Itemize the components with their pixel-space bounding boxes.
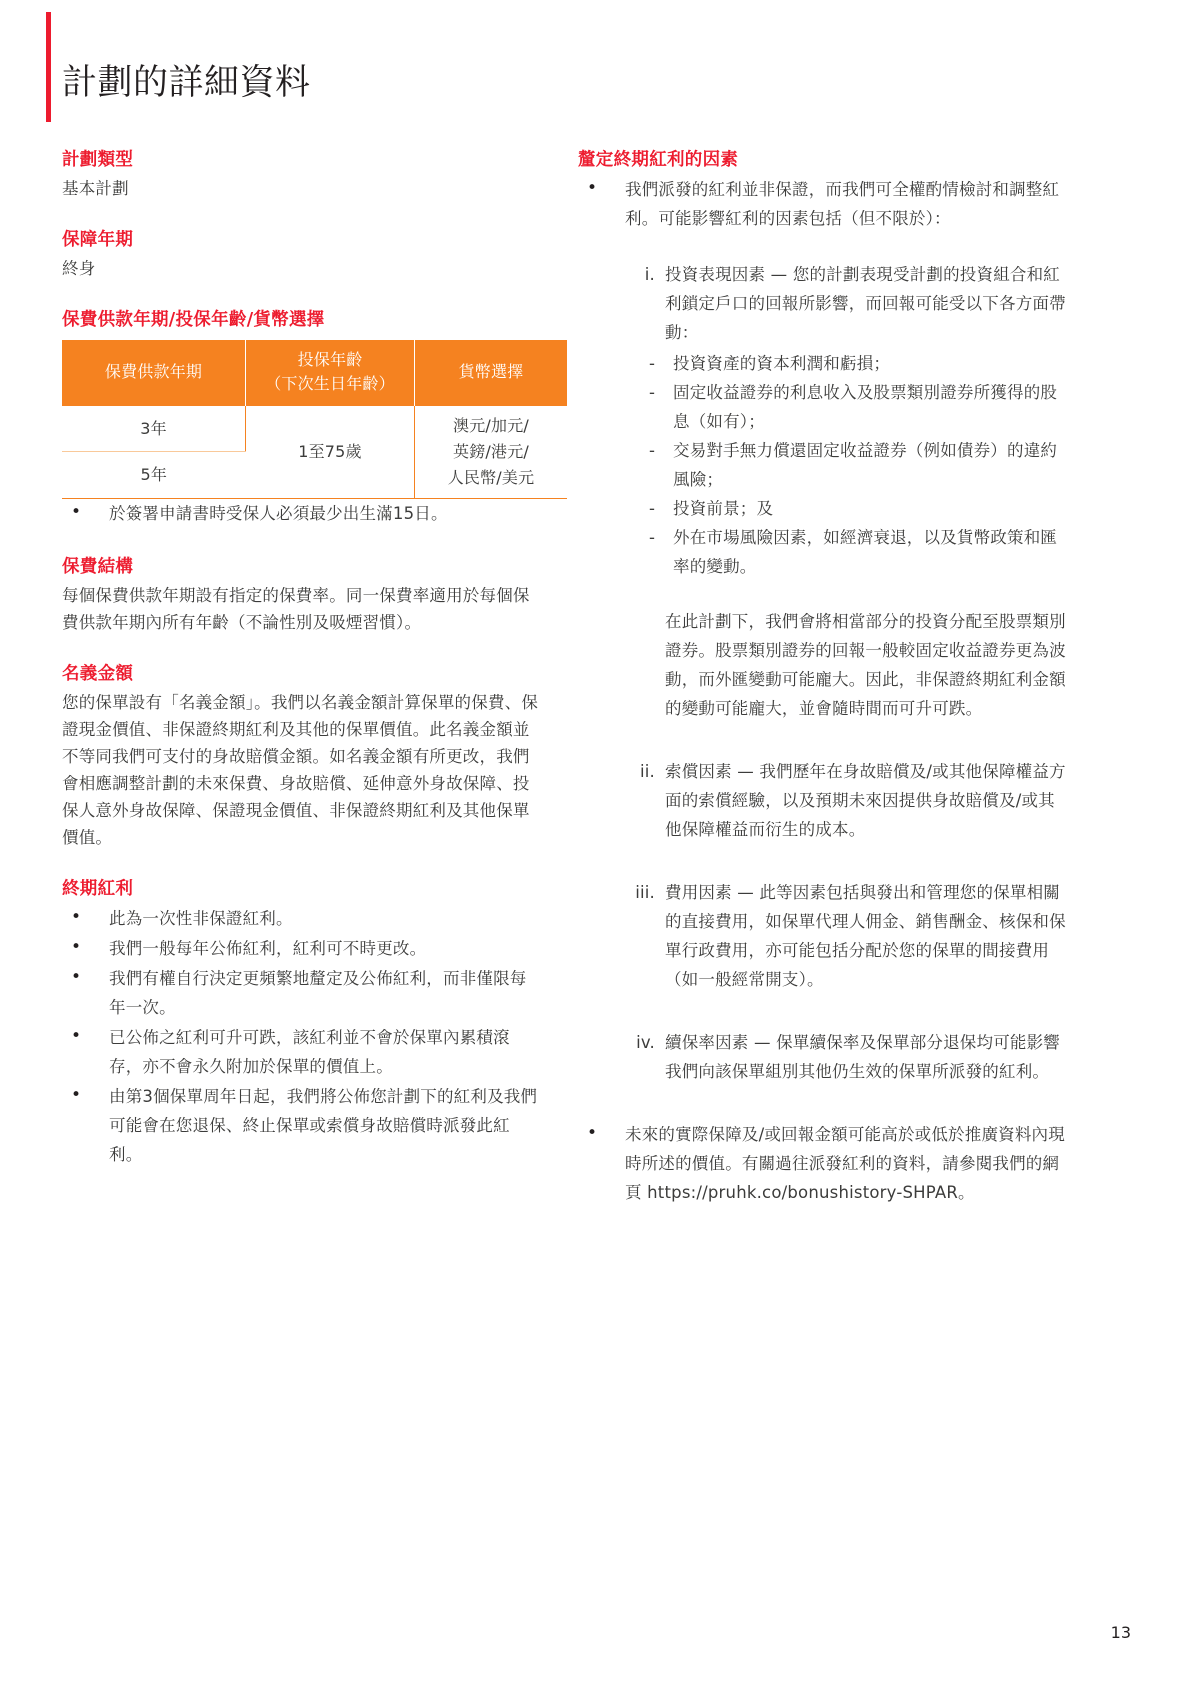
spacer <box>62 851 542 877</box>
table-header-issue-age <box>246 340 415 406</box>
list-item: • 已公佈之紅利可升可跌，該紅利並不會於保單內累積滾存，亦不會永久附加於保單的價值上。 <box>62 1023 542 1081</box>
section-terminal-bonus <box>62 877 542 1169</box>
section-bonus-factors <box>578 148 1068 1207</box>
roman-marker: iv. <box>636 1033 655 1052</box>
section-heading-plan-type: 計劃類型 <box>62 150 134 170</box>
roman-marker: i. <box>644 265 655 284</box>
roman-marker: iii. <box>635 883 655 902</box>
left-column <box>62 148 542 1170</box>
roman-marker: ii. <box>639 762 655 781</box>
right-column <box>578 148 1068 1208</box>
bonus-factors-closing-list <box>578 1120 1068 1207</box>
list-item: - 投資資產的資本利潤和虧損； <box>647 349 1068 378</box>
list-item: - 投資前景；及 <box>647 494 1068 523</box>
cell-premium-term-3y: 3年 <box>62 406 246 452</box>
table-header-issue-age-line2: （下次生日年齡） <box>265 374 395 393</box>
premium-table-note-list <box>62 499 542 528</box>
notional-amount-body: 您的保單設有「名義金額」。我們以名義金額計算保單的保費、保證現金價值、非保證終期紅利及其他的保單價值。此名義金額並不等同我們可支付的身故賠償金額。如名義金額有所更改，我們會相應調整計劃的未來保費、身故賠償、延伸意外身故保障、投保人意外身故保障、保證現金價值、非保證終期紅利及其他保單價值。 <box>62 693 539 847</box>
terminal-bonus-list <box>62 904 542 1169</box>
currency-line-2: 英鎊/港元/ <box>453 442 529 461</box>
section-premium-table <box>62 308 542 528</box>
list-item: - 外在市場風險因素，如經濟衰退，以及貨幣政策和匯率的變動。 <box>647 523 1068 581</box>
section-heading-coverage-term: 保障年期 <box>62 230 134 250</box>
table-header-currency: 貨幣選擇 <box>415 340 568 406</box>
table-header-row <box>62 340 567 406</box>
bonus-factor-item-iv <box>578 1028 1068 1086</box>
spacer <box>578 234 1068 260</box>
cell-premium-term-5y: 5年 <box>62 452 246 499</box>
spacer <box>62 529 542 555</box>
spacer <box>62 282 542 308</box>
section-heading-premium-table: 保費供款年期/投保年齡/貨幣選擇 <box>62 310 325 330</box>
table-row <box>62 406 567 452</box>
section-heading-terminal-bonus: 終期紅利 <box>62 879 134 899</box>
currency-line-1: 澳元/加元/ <box>453 416 529 435</box>
roman-item-text: 續保率因素 — 保單續保率及保單部分退保均可能影響我們向該保單組別其他仍生效的保單所派發的紅利。 <box>665 1033 1060 1081</box>
list-item: • 於簽署申請書時受保人必須最少出生滿15日。 <box>62 499 542 528</box>
investment-performance-closing-paragraph: 在此計劃下，我們會將相當部分的投資分配至股票類別證券。股票類別證券的回報一般較固定收益證券更為波動，而外匯變動可能龐大。因此，非保證終期紅利金額的變動可能龐大，並會隨時間而可升可跌。 <box>665 612 1066 718</box>
roman-item-body <box>625 878 1068 994</box>
list-item: • 此為一次性非保證紅利。 <box>62 904 542 933</box>
list-item: • 我們派發的紅利並非保證，而我們可全權酌情檢討和調整紅利。可能影響紅利的因素包括（但不限於）： <box>578 175 1068 233</box>
premium-structure-body: 每個保費供款年期設有指定的保費率。同一保費率適用於每個保費供款年期內所有年齡（不論性別及吸煙習慣）。 <box>62 586 530 632</box>
investment-performance-sublist <box>625 349 1068 581</box>
list-item: • 未來的實際保障及/或回報金額可能高於或低於推廣資料內現時所述的價值。有關過往派發紅利的資料，請參閱我們的網頁 https://pruhk.co/bonushistory-SHPAR。 <box>578 1120 1068 1207</box>
section-premium-structure <box>62 555 542 636</box>
spacer <box>578 1086 1068 1120</box>
premium-term-table <box>62 340 567 499</box>
plan-type-body: 基本計劃 <box>62 179 129 198</box>
section-heading-notional-amount: 名義金額 <box>62 664 134 684</box>
table-header-issue-age-line1: 投保年齡 <box>297 350 363 369</box>
spacer <box>578 994 1068 1028</box>
list-item: • 我們有權自行決定更頻繁地釐定及公佈紅利，而非僅限每年一次。 <box>62 964 542 1022</box>
bonus-factors-intro-list <box>578 175 1068 233</box>
spacer <box>62 202 542 228</box>
roman-item-body <box>625 1028 1068 1086</box>
currency-line-3: 人民幣/美元 <box>447 468 535 487</box>
roman-item-body <box>625 260 1068 347</box>
title-accent-bar <box>46 12 51 122</box>
spacer <box>578 844 1068 878</box>
table-header-premium-term: 保費供款年期 <box>62 340 246 406</box>
list-item: - 交易對手無力償還固定收益證券（例如債券）的違約風險； <box>647 436 1068 494</box>
roman-item-body <box>625 757 1068 844</box>
roman-item-text: 投資表現因素 — 您的計劃表現受計劃的投資組合和紅利鎖定戶口的回報所影響，而回報可能受以下各方面帶動： <box>665 265 1066 342</box>
section-notional-amount <box>62 662 542 851</box>
page-number: 13 <box>1110 1623 1131 1642</box>
roman-item-text: 費用因素 — 此等因素包括與發出和管理您的保單相關的直接費用，如保單代理人佣金、銷售酬金、核保和保單行政費用，亦可能包括分配於您的保單的間接費用（如一般經常開支）。 <box>665 883 1066 989</box>
section-coverage-term <box>62 228 542 282</box>
cell-currency-choices <box>415 406 568 499</box>
section-plan-type <box>62 148 542 202</box>
spacer <box>578 723 1068 757</box>
list-item: • 由第3個保單周年日起，我們將公佈您計劃下的紅利及我們可能會在您退保、終止保單或索償身故賠償時派發此紅利。 <box>62 1082 542 1169</box>
coverage-term-body: 終身 <box>62 259 96 278</box>
bonus-factor-item-iii <box>578 878 1068 994</box>
list-item: • 我們一般每年公佈紅利，紅利可不時更改。 <box>62 934 542 963</box>
page-header <box>0 0 1191 125</box>
spacer <box>62 636 542 662</box>
section-heading-bonus-factors: 釐定終期紅利的因素 <box>578 150 739 170</box>
spacer <box>625 581 1068 607</box>
page-title: 計劃的詳細資料 <box>62 63 311 103</box>
bonus-factor-item-i <box>578 260 1068 723</box>
cell-issue-age: 1至75歲 <box>246 406 415 499</box>
roman-item-text: 索償因素 — 我們歷年在身故賠償及/或其他保障權益方面的索償經驗，以及預期未來因提供身故賠償及/或其他保障權益而衍生的成本。 <box>665 762 1066 839</box>
bonus-factor-item-ii <box>578 757 1068 844</box>
section-heading-premium-structure: 保費結構 <box>62 557 134 577</box>
list-item: - 固定收益證券的利息收入及股票類別證券所獲得的股息（如有）； <box>647 378 1068 436</box>
